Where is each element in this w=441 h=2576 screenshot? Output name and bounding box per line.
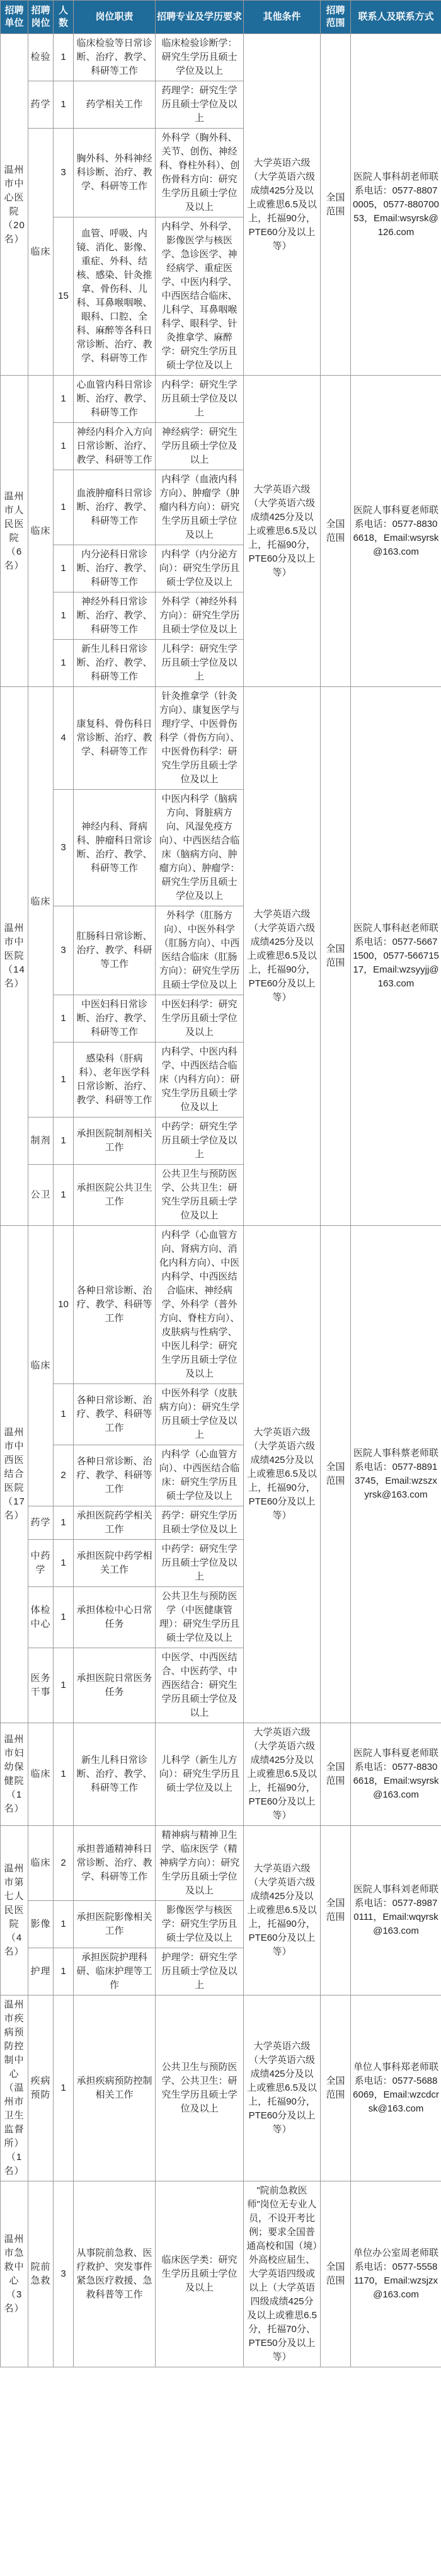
major-cell: 精神病与精神卫生学、临床医学（精神病学方向）：研究生学历且硕士学位及以上 — [156, 1826, 244, 1901]
count-cell: 1 — [54, 1996, 74, 2181]
contact-cell: 单位人事科郑老师联系电话：0577-56886069，Email:wzcdcrsk@163.com — [351, 1996, 441, 2181]
count-cell: 3 — [54, 790, 74, 906]
position-cell: 影像 — [28, 1901, 54, 1948]
count-cell: 1 — [54, 423, 74, 470]
major-cell: 护理学：研究生学历且硕士学位及以上 — [156, 1948, 244, 1996]
position-cell: 临床 — [28, 1723, 54, 1826]
duty-cell: 从事院前急救、医疗救护、突发事件紧急医疗救援、急救科普等工作 — [74, 2181, 156, 2367]
other-conditions-cell: 大学英语六级（大学英语六级成绩425分及以上或雅思6.5及以上，托福90分，PTE60分及以上等） — [244, 34, 321, 376]
count-cell: 10 — [54, 1226, 74, 1384]
scope-cell: 全国范围 — [321, 2181, 351, 2367]
duty-cell: 肛肠科日常诊断、治疗、教学、科研等工作 — [74, 906, 156, 995]
duty-cell: 神经内科介入方向日常诊断、治疗、教学、科研等工作 — [74, 423, 156, 470]
count-cell: 2 — [54, 1445, 74, 1506]
header-count: 人数 — [54, 1, 74, 34]
other-conditions-cell: 大学英语六级（大学英语六级成绩425分及以上或雅思6.5及以上，托福90分，PTE60分及以上等） — [244, 1226, 321, 1723]
scope-cell: 全国范围 — [321, 687, 351, 1226]
duty-cell: 各种日常诊断、治疗、教学、科研等工作 — [74, 1226, 156, 1384]
table-row — [1, 1226, 441, 1384]
duty-cell: 中医妇科日常诊断、治疗、教学、科研等工作 — [74, 995, 156, 1043]
position-cell: 疾病预防 — [28, 1996, 54, 2181]
position-cell: 体检中心 — [28, 1587, 54, 1648]
position-cell: 临床 — [28, 129, 54, 376]
header-scope: 招聘范围 — [321, 1, 351, 34]
major-cell: 内科学（内分泌方向）：研究生学历且硕士学位及以上 — [156, 545, 244, 592]
count-cell: 4 — [54, 687, 74, 790]
duty-cell: 神经内科、肾病科、肿瘤科日常诊断、治疗、教学、科研等工作 — [74, 790, 156, 906]
unit-name: 温州市疾病预防控制中心（温州市卫生监督所）（1名） — [1, 1996, 28, 2181]
major-cell: 内科学（心血管方向）、中西医结合临床：研究生学历且硕士学位及以上 — [156, 1445, 244, 1506]
major-cell: 外科学（神经外科方向）：研究生学历且硕士学位及以上 — [156, 592, 244, 640]
duty-cell: 承担医院影像相关工作 — [74, 1901, 156, 1948]
major-cell: 针灸推拿学（针灸方向）、康复医学与理疗学、中医骨伤科学（骨伤方向）、中医骨伤科学：研究生学历且硕士学位及以上 — [156, 687, 244, 790]
count-cell: 1 — [54, 470, 74, 545]
duty-cell: 承担体检中心日常任务 — [74, 1587, 156, 1648]
duty-cell: 血管、呼吸、内镜、消化、影像、重症、外科、结核、感染、针灸推拿、骨伤科、儿科、耳鼻喉咽喉、眼科、口腔、全科、麻醉等各科日常诊断、治疗、教学、科研等工作 — [74, 217, 156, 376]
major-cell: 中医内科学（脑病方向、肾脏病方向、风湿免疫方向）、中西医结合临床（脑病方向、肿瘤方向）、肿瘤学：研究生学历且硕士学位及以上 — [156, 790, 244, 906]
count-cell: 1 — [54, 1165, 74, 1226]
position-cell: 药学 — [28, 81, 54, 129]
unit-name: 温州市急救中心（3名） — [1, 2181, 28, 2367]
major-cell: 内科学（心血管方向、肾病方向、消化内科方向）、中医内科学、中西医结合临床、神经病学、外科学（普外方向、脊柱方向）、皮肤病与性病学、中医儿科学：研究生学历且硕士学位及以上 — [156, 1226, 244, 1384]
major-cell: 中药学：研究生学历且硕士学位及以上 — [156, 1118, 244, 1165]
duty-cell: 承担医院公共卫生工作 — [74, 1165, 156, 1226]
table-row — [1, 2181, 441, 2367]
count-cell: 1 — [54, 1587, 74, 1648]
major-cell: 药学：研究生学历且硕士学位及以上 — [156, 1506, 244, 1540]
major-cell: 外科学（胸外科、关节、创伤、神经科、脊柱外科）、创伤骨科方向：研究生学历且硕士学位及以上 — [156, 129, 244, 217]
major-cell: 中医学、中西医结合、中医药学、中西医结合：研究生学历且硕士学位及以上 — [156, 1648, 244, 1723]
count-cell: 1 — [54, 376, 74, 423]
position-cell: 院前急救 — [28, 2181, 54, 2367]
duty-cell: 临床检验等日常诊断、治疗、教学、科研等工作 — [74, 34, 156, 81]
unit-name: 温州市第七人民医院（4名） — [1, 1826, 28, 1996]
header-contact: 联系人及联系方式 — [351, 1, 441, 34]
count-cell: 1 — [54, 1648, 74, 1723]
other-conditions-cell: "院前急救医师"岗位无专业人员，不设开考比例；要求全国普通高校和国（境）外高校应届生、大学英语四级或以上（大学英语四级成绩425分及以上或雅思6.5分，托福70分、PTE50分及以上等） — [244, 2181, 321, 2367]
major-cell: 儿科学：研究生学历且硕士学位及以上 — [156, 640, 244, 687]
major-cell: 药理学：研究生学历且硕士学位及以上 — [156, 81, 244, 129]
duty-cell: 血液肿瘤科日常诊断、治疗、教学、科研等工作 — [74, 470, 156, 545]
header-position: 招聘岗位 — [28, 1, 54, 34]
count-cell: 1 — [54, 1384, 74, 1445]
position-cell: 药学 — [28, 1506, 54, 1540]
count-cell: 3 — [54, 129, 74, 217]
count-cell: 1 — [54, 1723, 74, 1826]
duty-cell: 承担普通精神科日常诊断、治疗、教学、科研等工作 — [74, 1826, 156, 1901]
header-unit: 招聘单位 — [1, 1, 28, 34]
major-cell: 中药学：研究生学历且硕士学位及以上 — [156, 1540, 244, 1587]
table-row — [1, 376, 441, 423]
major-cell: 中医妇科学：研究生学历且硕士学位及以上 — [156, 995, 244, 1043]
unit-name: 温州市人民医院（6名） — [1, 376, 28, 687]
duty-cell: 神经外科日常诊断、治疗、教学、科研等工作 — [74, 592, 156, 640]
position-cell: 检验 — [28, 34, 54, 81]
major-cell: 内科学（血液内科方向）、肿瘤学（肿瘤内科方向）：研究生学历且硕士学位及以上 — [156, 470, 244, 545]
position-cell: 制剂 — [28, 1118, 54, 1165]
duty-cell: 感染科（肝病科）、老年医学科日常诊断、治疗、教学、科研等工作 — [74, 1043, 156, 1118]
other-conditions-cell: 大学英语六级（大学英语六级成绩425分及以上或雅思6.5及以上，托福90分，PTE60分及以上等） — [244, 1723, 321, 1826]
position-cell: 临床 — [28, 376, 54, 687]
position-cell: 中药学 — [28, 1540, 54, 1587]
scope-cell: 全国范围 — [321, 376, 351, 687]
table-row — [1, 1826, 441, 1901]
count-cell: 3 — [54, 906, 74, 995]
unit-name: 温州市妇幼保健院（1名） — [1, 1723, 28, 1826]
scope-cell: 全国范围 — [321, 1826, 351, 1996]
contact-cell: 医院人事科夏老师联系电话：0577-88306618，Email:wsyrsk@163.com — [351, 376, 441, 687]
duty-cell: 承担医院护理科研、临床护理等工作 — [74, 1948, 156, 1996]
major-cell: 神经病学：研究生学历且硕士学位及以上 — [156, 423, 244, 470]
major-cell: 临床医学类：研究生学历且硕士学位及以上 — [156, 2181, 244, 2367]
other-conditions-cell: 大学英语六级（大学英语六级成绩425分及以上或雅思6.5及以上，托福90分，PTE60分及以上等） — [244, 1826, 321, 1996]
count-cell: 1 — [54, 1540, 74, 1587]
major-cell: 内科学、中医内科学、中西医结合临床（内科方向）：研究生学历且硕士学位及以上 — [156, 1043, 244, 1118]
count-cell: 1 — [54, 592, 74, 640]
header-major: 招聘专业及学历要求 — [156, 1, 244, 34]
duty-cell: 内分泌科日常诊断、治疗、教学、科研等工作 — [74, 545, 156, 592]
count-cell: 1 — [54, 81, 74, 129]
major-cell: 中医外科学（皮肤病方向）：研究生学历且硕士学位及以上 — [156, 1384, 244, 1445]
duty-cell: 药学相关工作 — [74, 81, 156, 129]
major-cell: 儿科学（新生儿方向）：研究生学历且硕士学位及以上 — [156, 1723, 244, 1826]
position-cell: 医务干事 — [28, 1648, 54, 1723]
duty-cell: 承担疾病预防控制相关工作 — [74, 1996, 156, 2181]
table-row — [1, 1996, 441, 2181]
scope-cell: 全国范围 — [321, 34, 351, 376]
position-cell: 临床 — [28, 1226, 54, 1506]
major-cell: 影像医学与核医学：研究生学历且硕士学位及以上 — [156, 1901, 244, 1948]
position-cell: 临床 — [28, 1826, 54, 1901]
duty-cell: 各种日常诊断、治疗、教学、科研等工作 — [74, 1445, 156, 1506]
position-cell: 临床 — [28, 687, 54, 1118]
count-cell: 1 — [54, 34, 74, 81]
unit-name: 温州市中医院（14名） — [1, 687, 28, 1226]
duty-cell: 承担医院药学相关工作 — [74, 1506, 156, 1540]
duty-cell: 胸外科、外科神经科诊断、治疗、教学、科研等工作 — [74, 129, 156, 217]
header-other: 其他条件 — [244, 1, 321, 34]
count-cell: 15 — [54, 217, 74, 376]
other-conditions-cell: 大学英语六级（大学英语六级成绩425分及以上或雅思6.5及以上，托福90分，PTE60分及以上等） — [244, 1996, 321, 2181]
major-cell: 公共卫生与预防医学（中医健康管理）：研究生学历且硕士学位及以上 — [156, 1587, 244, 1648]
count-cell: 1 — [54, 545, 74, 592]
contact-cell: 医院人事科刘老师联系电话：0577-89870111，Email:wqyrsk@163.com — [351, 1826, 441, 1996]
contact-cell: 医院人事科夏老师联系电话：0577-88306618，Email:wsyrsk@163.com — [351, 1723, 441, 1826]
table-row — [1, 34, 441, 81]
major-cell: 公共卫生与预防医学、公共卫生：研究生学历且硕士学位及以上 — [156, 1165, 244, 1226]
position-cell: 护理 — [28, 1948, 54, 1996]
major-cell: 临床检验诊断学：研究生学历且硕士学位及以上 — [156, 34, 244, 81]
table-body — [1, 34, 441, 2367]
count-cell: 1 — [54, 1506, 74, 1540]
header-row — [1, 1, 441, 34]
major-cell: 内科学、外科学、影像医学与核医学、急诊医学、神经病学、重症医学、中医内科学、中西医结合临床、儿科学、耳鼻咽喉科学、眼科学、针灸推拿学、麻醉学：研究生学历且硕士学位及以上 — [156, 217, 244, 376]
contact-cell: 医院人事科胡老师联系电话：0577-88070005，0577-88070053，Email:wsyrsk@126.com — [351, 34, 441, 376]
count-cell: 1 — [54, 640, 74, 687]
duty-cell: 承担医院制剂相关工作 — [74, 1118, 156, 1165]
unit-name: 温州市中西医结合医院（17名） — [1, 1226, 28, 1723]
scope-cell: 全国范围 — [321, 1996, 351, 2181]
unit-name: 温州市中心医院（20名） — [1, 34, 28, 376]
duty-cell: 承担医院中药学相关工作 — [74, 1540, 156, 1587]
duty-cell: 康复科、骨伤科日常诊断、治疗、教学、科研等工作 — [74, 687, 156, 790]
duty-cell: 各种日常诊断、治疗、教学、科研等工作 — [74, 1384, 156, 1445]
count-cell: 1 — [54, 1118, 74, 1165]
contact-cell: 单位办公室周老师联系电话：0577-55581170，Email:wzsjzx@163.com — [351, 2181, 441, 2367]
count-cell: 1 — [54, 1948, 74, 1996]
duty-cell: 新生儿科日常诊断、治疗、教学、科研等工作 — [74, 1723, 156, 1826]
other-conditions-cell: 大学英语六级（大学英语六级成绩425分及以上或雅思6.5及以上，托福90分，PTE60分及以上等） — [244, 687, 321, 1226]
header-duty: 岗位职责 — [74, 1, 156, 34]
count-cell: 3 — [54, 2181, 74, 2367]
position-cell: 公卫 — [28, 1165, 54, 1226]
count-cell: 2 — [54, 1826, 74, 1901]
major-cell: 外科学（肛肠方向）、中医外科学（肛肠方向）、中西医结合临床（肛肠方向）：研究生学历且硕士学位及以上 — [156, 906, 244, 995]
count-cell: 1 — [54, 1901, 74, 1948]
table-row — [1, 1723, 441, 1826]
duty-cell: 心血管内科日常诊断、治疗、教学、科研等工作 — [74, 376, 156, 423]
major-cell: 内科学：研究生学历且硕士学位及以上 — [156, 376, 244, 423]
scope-cell: 全国范围 — [321, 1723, 351, 1826]
other-conditions-cell: 大学英语六级（大学英语六级成绩425分及以上或雅思6.5及以上，托福90分，PTE60分及以上等） — [244, 376, 321, 687]
count-cell: 1 — [54, 1043, 74, 1118]
contact-cell: 医院人事科蔡老师联系电话：0577-88913745，Email:wzszxyrsk@163.com — [351, 1226, 441, 1723]
table-row — [1, 687, 441, 790]
count-cell: 1 — [54, 995, 74, 1043]
duty-cell: 承担医院日常医务任务 — [74, 1648, 156, 1723]
duty-cell: 新生儿科日常诊断、治疗、教学、科研等工作 — [74, 640, 156, 687]
contact-cell: 医院人事科赵老师联系电话：0577-56671500，0577-56671517，Email:wzsyyjj@163.com — [351, 687, 441, 1226]
major-cell: 公共卫生与预防医学、公共卫生：研究生学历且硕士学位及以上 — [156, 1996, 244, 2181]
scope-cell: 全国范围 — [321, 1226, 351, 1723]
